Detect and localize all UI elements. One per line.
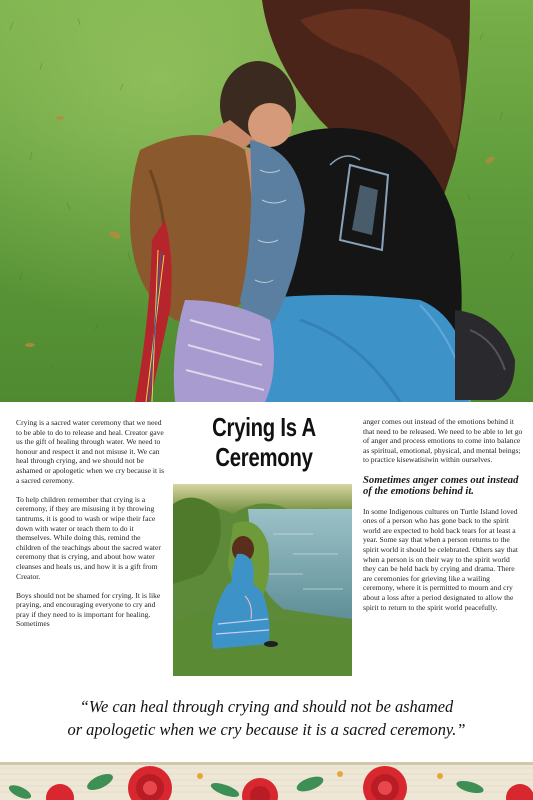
pull-quote: Sometimes anger comes out instead of the emotions behind it. <box>363 474 519 498</box>
body-paragraph: In some Indigenous cultures on Turtle Island loved ones of a person who has gone back to the spirit world are expected to hold back tears for at least a year. Some say that when a person returns to the spirit world it should be celebrated. Others say that when a person is on their way to the spirit world they can be held back by crying and drama. There are ceremonies for grieving like a wailing ceremony, where it is permitted to mourn and cry about a loss after a period designated to allow the spirit to return to the spirit world peacefully. <box>363 506 519 612</box>
title-line-1: Crying Is A <box>212 412 316 442</box>
left-text-column <box>16 418 166 639</box>
floral-border <box>0 762 533 800</box>
page-title <box>195 412 332 472</box>
quote-line-2: or apologetic when we cry because it is a sacred ceremony.” <box>67 720 466 739</box>
body-paragraph: anger comes out instead of the emotions behind it that need to be released. We need to be able to let go of anger and process emotions to come into balance as spiritual, emotional, physical, and mental beings; to practice kisewatisiwin within ourselves. <box>363 417 523 465</box>
woman-at-water-photo <box>173 484 352 676</box>
bottom-quote <box>10 695 523 741</box>
right-text-column <box>363 417 523 622</box>
body-paragraph: Boys should not be shamed for crying. It is like praying, and encouraging everyone to cry and pray if they need to is important for healing. Sometimes <box>16 590 161 629</box>
quote-line-1: “We can heal through crying and should not be ashamed <box>79 697 454 716</box>
title-line-2: Ceremony <box>215 442 313 472</box>
body-paragraph: Crying is a sacred water ceremony that we need to be able to do to release and heal. Creator gave us the gift of healing through water. We need to honour and respect it and not misuse it. We can heal through crying, and we should not be ashamed or apologetic when we cry because it is a sacred ceremony. <box>16 418 165 485</box>
body-paragraph: To help children remember that crying is a ceremony, if they are misusing it by throwing tantrums, it is good to wash or wipe their face down with water or teach them to do it themselves. While doing this, remind the children of the teachings about the sacred water ceremony that is crying, and about how water cleanses and heals us, and how it is a gift from Creator. <box>16 494 161 581</box>
